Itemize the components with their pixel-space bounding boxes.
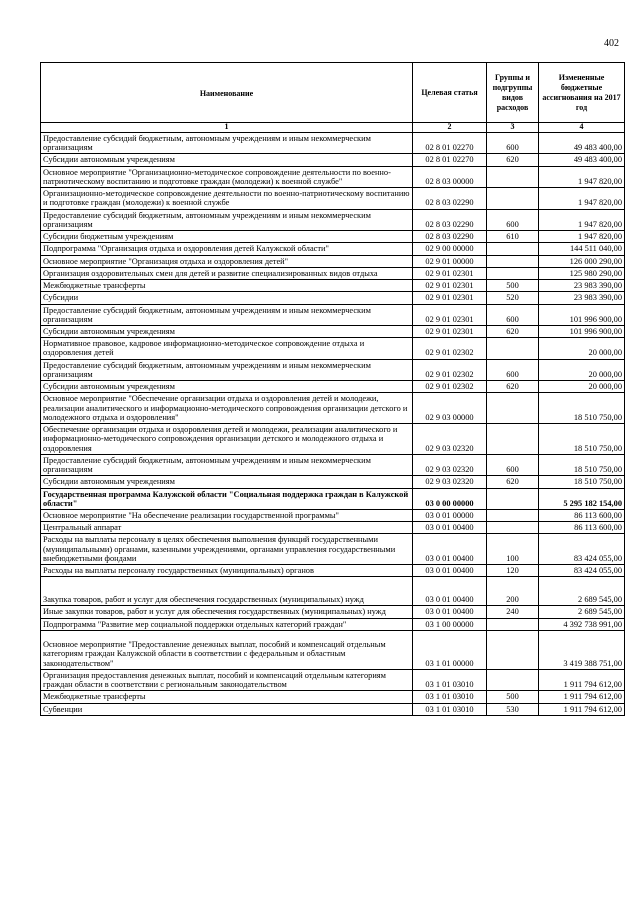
row-target-article: 03 1 01 00000	[413, 630, 487, 669]
table-row	[41, 630, 625, 669]
row-target-article: 03 0 01 00400	[413, 522, 487, 534]
row-expense-group: 600	[487, 209, 539, 230]
row-amount: 18 510 750,00	[539, 454, 625, 475]
table-row	[41, 133, 625, 154]
table-body	[41, 133, 625, 716]
table-row	[41, 393, 625, 424]
table-row	[41, 209, 625, 230]
row-amount: 2 689 545,00	[539, 577, 625, 606]
row-expense-group	[487, 522, 539, 534]
row-name: Субсидии автономным учреждениям	[41, 476, 413, 488]
column-number: 2	[413, 123, 487, 133]
row-amount: 18 510 750,00	[539, 393, 625, 424]
row-name: Предоставление субсидий бюджетным, автономным учреждениям и иным некоммерческим организациям	[41, 359, 413, 380]
row-target-article: 02 8 03 00000	[413, 166, 487, 187]
row-amount: 1 947 820,00	[539, 166, 625, 187]
row-expense-group: 600	[487, 454, 539, 475]
row-expense-group: 530	[487, 703, 539, 715]
row-name: Иные закупки товаров, работ и услуг для обеспечения государственных (муниципальных) нужд	[41, 606, 413, 618]
row-target-article: 02 8 01 02270	[413, 154, 487, 166]
row-amount: 144 511 040,00	[539, 243, 625, 255]
row-amount: 86 113 600,00	[539, 509, 625, 521]
row-amount: 18 510 750,00	[539, 476, 625, 488]
row-expense-group: 620	[487, 476, 539, 488]
table-row	[41, 565, 625, 577]
header-name: Наименование	[41, 63, 413, 123]
row-expense-group: 620	[487, 154, 539, 166]
row-amount: 23 983 390,00	[539, 292, 625, 304]
row-name: Обеспечение организации отдыха и оздоровления детей и молодежи, реализации аналитического и информационно-методического сопровождения организации детского и молодежного отдыха и оздоровления	[41, 424, 413, 455]
row-target-article: 03 1 01 03010	[413, 703, 487, 715]
row-target-article: 02 9 03 02320	[413, 424, 487, 455]
row-name: Подпрограмма "Развитие мер социальной поддержки отдельных категорий граждан"	[41, 618, 413, 630]
page-number: 402	[604, 38, 619, 49]
row-expense-group: 620	[487, 325, 539, 337]
row-name: Предоставление субсидий бюджетным, автономным учреждениям и иным некоммерческим организациям	[41, 454, 413, 475]
row-name: Организация оздоровительных смен для детей и развитие специализированных видов отдыха	[41, 267, 413, 279]
table-row	[41, 488, 625, 509]
row-name: Организационно-методическое сопровождение деятельности по военно-патриотическому воспитанию и подготовке граждан (молодежи) к военной службе	[41, 188, 413, 209]
row-expense-group	[487, 393, 539, 424]
row-expense-group: 200	[487, 577, 539, 606]
column-number: 1	[41, 123, 413, 133]
header-expense-groups: Группы и подгруппы видов расходов	[487, 63, 539, 123]
row-target-article: 02 9 01 02302	[413, 381, 487, 393]
row-amount: 20 000,00	[539, 381, 625, 393]
row-amount: 86 113 600,00	[539, 522, 625, 534]
table-row	[41, 359, 625, 380]
row-expense-group	[487, 338, 539, 359]
table-row	[41, 188, 625, 209]
table-row	[41, 618, 625, 630]
row-target-article: 03 1 00 00000	[413, 618, 487, 630]
row-name: Субсидии	[41, 292, 413, 304]
column-number: 3	[487, 123, 539, 133]
row-name: Основное мероприятие "На обеспечение реализации государственной программы"	[41, 509, 413, 521]
row-expense-group	[487, 188, 539, 209]
table-row	[41, 231, 625, 243]
header-allocations: Измененные бюджетные ассигнования на 2017 год	[539, 63, 625, 123]
table-row	[41, 381, 625, 393]
table-row	[41, 577, 625, 606]
row-expense-group: 520	[487, 292, 539, 304]
row-target-article: 02 9 01 02301	[413, 292, 487, 304]
row-expense-group: 100	[487, 534, 539, 565]
row-expense-group: 600	[487, 359, 539, 380]
row-expense-group: 500	[487, 280, 539, 292]
row-expense-group: 600	[487, 304, 539, 325]
column-number-row	[41, 123, 625, 133]
row-name: Центральный аппарат	[41, 522, 413, 534]
table-row	[41, 267, 625, 279]
row-amount: 2 689 545,00	[539, 606, 625, 618]
row-target-article: 02 9 01 00000	[413, 255, 487, 267]
row-expense-group	[487, 166, 539, 187]
table-row	[41, 424, 625, 455]
row-amount: 1 911 794 612,00	[539, 703, 625, 715]
row-amount: 3 419 388 751,00	[539, 630, 625, 669]
row-name: Подпрограмма "Организация отдыха и оздоровления детей Калужской области"	[41, 243, 413, 255]
row-target-article: 03 0 01 00400	[413, 606, 487, 618]
row-name: Субвенции	[41, 703, 413, 715]
table-row	[41, 476, 625, 488]
row-name: Субсидии автономным учреждениям	[41, 154, 413, 166]
row-amount: 1 947 820,00	[539, 209, 625, 230]
row-expense-group	[487, 488, 539, 509]
table-row	[41, 606, 625, 618]
table-row	[41, 669, 625, 690]
row-amount: 1 947 820,00	[539, 231, 625, 243]
row-expense-group	[487, 618, 539, 630]
row-expense-group	[487, 630, 539, 669]
row-amount: 5 295 182 154,00	[539, 488, 625, 509]
row-target-article: 02 9 00 00000	[413, 243, 487, 255]
row-target-article: 02 8 03 02290	[413, 209, 487, 230]
row-target-article: 02 9 01 02301	[413, 304, 487, 325]
table-row	[41, 534, 625, 565]
table-row	[41, 243, 625, 255]
header-target-article: Целевая статья	[413, 63, 487, 123]
row-target-article: 02 9 01 02302	[413, 359, 487, 380]
table-row	[41, 154, 625, 166]
table-row	[41, 338, 625, 359]
row-name: Предоставление субсидий бюджетным, автономным учреждениям и иным некоммерческим организациям	[41, 304, 413, 325]
row-target-article: 03 0 01 00400	[413, 577, 487, 606]
table-row	[41, 509, 625, 521]
row-target-article: 02 8 03 02290	[413, 188, 487, 209]
row-amount: 49 483 400,00	[539, 154, 625, 166]
row-amount: 20 000,00	[539, 359, 625, 380]
row-name: Субсидии автономным учреждениям	[41, 325, 413, 337]
row-expense-group	[487, 669, 539, 690]
row-target-article: 02 8 03 02290	[413, 231, 487, 243]
row-target-article: 03 0 00 00000	[413, 488, 487, 509]
row-target-article: 02 9 01 02301	[413, 267, 487, 279]
row-amount: 101 996 900,00	[539, 304, 625, 325]
row-name: Основное мероприятие "Обеспечение организации отдыха и оздоровления детей и молодежи, реализации аналитического и информационно-методического сопровождения организации детского и молодежного отдыха и оздоровления"	[41, 393, 413, 424]
table-row	[41, 292, 625, 304]
row-target-article: 02 9 01 02302	[413, 338, 487, 359]
row-target-article: 02 9 03 02320	[413, 476, 487, 488]
row-expense-group	[487, 509, 539, 521]
table-row	[41, 166, 625, 187]
row-name: Основное мероприятие "Организация отдыха и оздоровления детей"	[41, 255, 413, 267]
row-expense-group: 600	[487, 133, 539, 154]
row-amount: 1 947 820,00	[539, 188, 625, 209]
row-name: Субсидии бюджетным учреждениям	[41, 231, 413, 243]
row-target-article: 03 0 01 00000	[413, 509, 487, 521]
row-amount: 4 392 738 991,00	[539, 618, 625, 630]
budget-table	[40, 62, 625, 716]
row-expense-group	[487, 267, 539, 279]
row-amount: 20 000,00	[539, 338, 625, 359]
row-name: Нормативное правовое, кадровое информационно-методическое сопровождение отдыха и оздоровления детей	[41, 338, 413, 359]
row-target-article: 03 0 01 00400	[413, 534, 487, 565]
table-row	[41, 454, 625, 475]
row-target-article: 02 9 01 02301	[413, 325, 487, 337]
table-row	[41, 522, 625, 534]
row-target-article: 02 8 01 02270	[413, 133, 487, 154]
table-row	[41, 255, 625, 267]
row-amount: 125 980 290,00	[539, 267, 625, 279]
row-name: Государственная программа Калужской области "Социальная поддержка граждан в Калужской области"	[41, 488, 413, 509]
row-expense-group	[487, 255, 539, 267]
row-amount: 1 911 794 612,00	[539, 691, 625, 703]
row-amount: 83 424 055,00	[539, 534, 625, 565]
row-expense-group: 500	[487, 691, 539, 703]
row-expense-group: 120	[487, 565, 539, 577]
row-amount: 49 483 400,00	[539, 133, 625, 154]
row-name: Закупка товаров, работ и услуг для обеспечения государственных (муниципальных) нужд	[41, 577, 413, 606]
table-row	[41, 280, 625, 292]
table-row	[41, 691, 625, 703]
row-target-article: 02 9 03 02320	[413, 454, 487, 475]
row-name: Предоставление субсидий бюджетным, автономным учреждениям и иным некоммерческим организациям	[41, 209, 413, 230]
row-expense-group: 240	[487, 606, 539, 618]
row-name: Основное мероприятие "Предоставление денежных выплат, пособий и компенсаций отдельным категориям граждан Калужской области в соответствии с федеральным и областным законодательством"	[41, 630, 413, 669]
row-target-article: 02 9 01 02301	[413, 280, 487, 292]
row-name: Предоставление субсидий бюджетным, автономным учреждениям и иным некоммерческим организациям	[41, 133, 413, 154]
row-name: Межбюджетные трансферты	[41, 280, 413, 292]
row-amount: 1 911 794 612,00	[539, 669, 625, 690]
row-target-article: 03 1 01 03010	[413, 669, 487, 690]
row-expense-group: 620	[487, 381, 539, 393]
row-name: Организация предоставления денежных выплат, пособий и компенсаций отдельным категориям граждан области в соответствии с региональным законодательством	[41, 669, 413, 690]
row-amount: 18 510 750,00	[539, 424, 625, 455]
row-name: Расходы на выплаты персоналу государственных (муниципальных) органов	[41, 565, 413, 577]
row-expense-group	[487, 243, 539, 255]
row-target-article: 03 0 01 00400	[413, 565, 487, 577]
row-amount: 126 000 290,00	[539, 255, 625, 267]
table-row	[41, 703, 625, 715]
row-amount: 23 983 390,00	[539, 280, 625, 292]
row-target-article: 03 1 01 03010	[413, 691, 487, 703]
row-target-article: 02 9 03 00000	[413, 393, 487, 424]
row-expense-group: 610	[487, 231, 539, 243]
row-name: Расходы на выплаты персоналу в целях обеспечения выполнения функций государственными (муниципальными) органами, казенными учреждениями, органами управления государственными внебюджетными фондами	[41, 534, 413, 565]
header-row	[41, 63, 625, 123]
column-number: 4	[539, 123, 625, 133]
row-amount: 101 996 900,00	[539, 325, 625, 337]
table-row	[41, 325, 625, 337]
row-name: Основное мероприятие "Организационно-методическое сопровождение деятельности по военно-патриотическому воспитанию и подготовке граждан (молодежи) к военной службе"	[41, 166, 413, 187]
table-row	[41, 304, 625, 325]
row-name: Межбюджетные трансферты	[41, 691, 413, 703]
row-name: Субсидии автономным учреждениям	[41, 381, 413, 393]
row-expense-group	[487, 424, 539, 455]
row-amount: 83 424 055,00	[539, 565, 625, 577]
